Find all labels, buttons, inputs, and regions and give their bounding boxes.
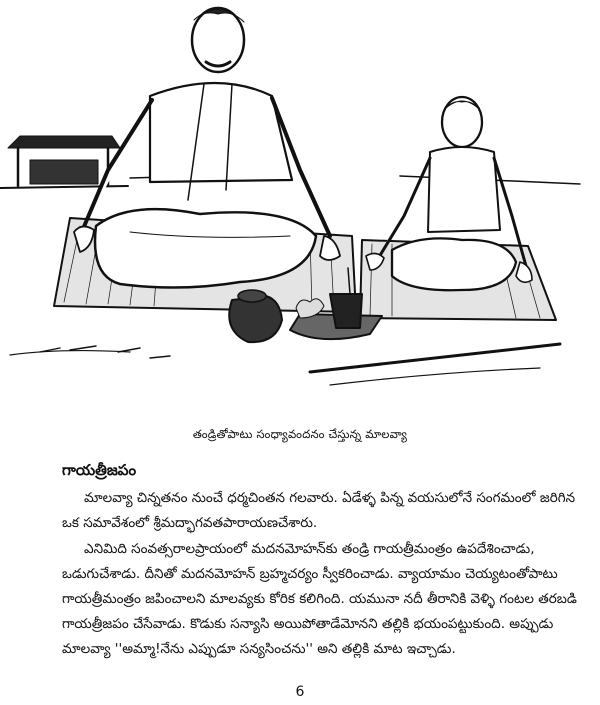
body-paragraph-1: మాలవ్యా చిన్నతనం నుంచే ధర్మచింతన గలవారు. ఏడేళ్ళ పిన్న వయసులోనే సంగమంలో జరిగిన ఒక సమావేశంలో శ్రీమద్భాగవతపారాయణచేశారు. — [62, 490, 576, 531]
section-heading: గాయత్రీజపం — [62, 461, 137, 479]
figure-caption: తండ్రితోపాటు సంధ్యావందనం చేస్తున్న మాలవ్యా — [192, 427, 408, 441]
body-paragraph-2: ఎనిమిది సంవత్సరాలప్రాయంలో మదనమోహన్‌కు తండ్రి గాయత్రీమంత్రం ఉపదేశించాడు, ఒడుగుచేశాడు. దీనితో మదనమోహన్ బ్రహ్మచర్యం స్వీకరించాడు. వ్యాయామం చెయ్యటంతోపాటు గాయత్రీమంత్రం జపించాలని మాలవ్యకు కోరిక కలిగింది. యమునా నదీ తీరానికి వెళ్ళి గంటల తరబడి గాయత్రీజపం చేసేవాడు. కొడుకు సన్యాసి అయిపోతాడేమోనని తల్లికి భయంపట్టుకుంది. అప్పుడు మాలవ్యా ''అమ్మా!నేను ఎప్పుడూ సన్యసించను'' అని తల్లికి మాట ఇచ్చాడు. — [62, 541, 577, 657]
boy-figure — [366, 97, 532, 290]
page-number: 6 — [295, 684, 305, 700]
